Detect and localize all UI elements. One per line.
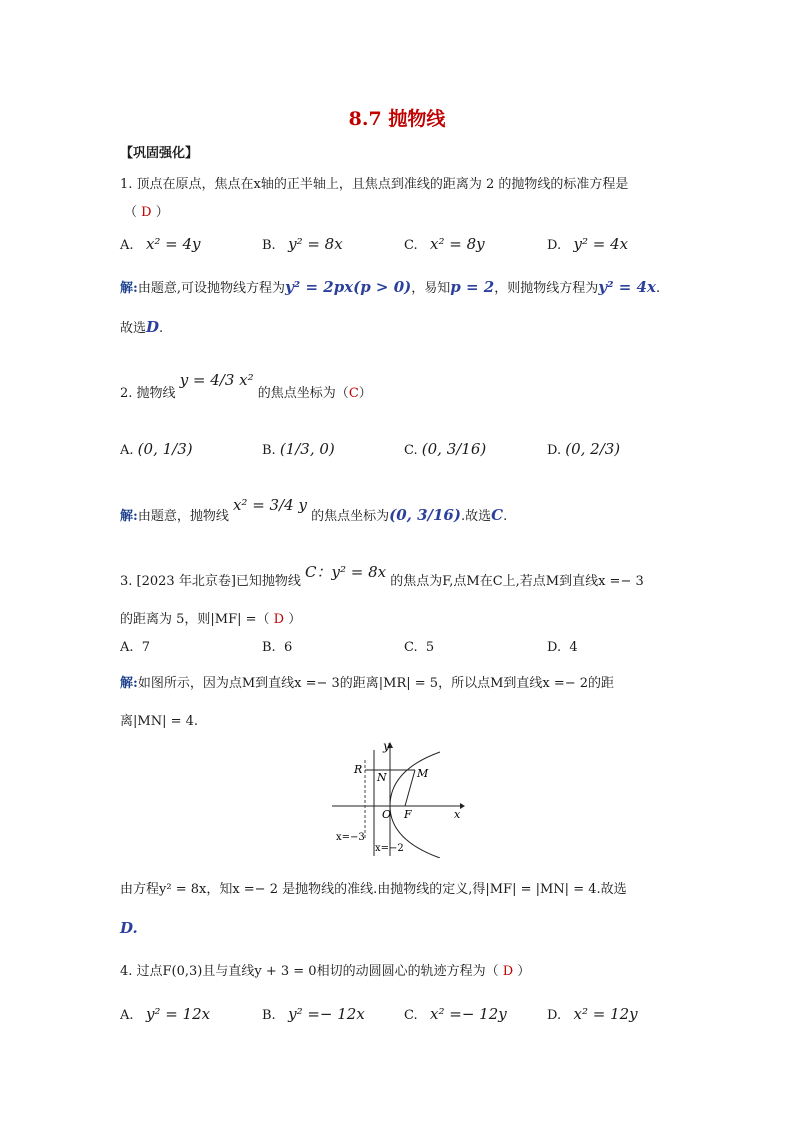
q2-stem: 2. 抛物线 y = 4/3 x² 的焦点坐标为（C） xyxy=(120,371,372,401)
svg-text:F: F xyxy=(404,808,412,821)
q3-stem-line1: 3. [2023 年北京卷]已知抛物线 C：y² = 8x 的焦点为F,点M在C上,若点M到直线x =− 3 xyxy=(120,563,644,589)
q4-option-d: D. x² = 12y xyxy=(547,1005,638,1023)
q4-option-b: B. y² =− 12x xyxy=(262,1005,365,1023)
q2-option-b: B. (1/3, 0) xyxy=(262,440,335,458)
q1-option-a: A. x² = 4y xyxy=(120,235,201,253)
q2-equation: y = 4/3 x² xyxy=(179,371,254,389)
page-title: 8.7 抛物线 xyxy=(348,108,446,130)
q3-option-a: A. 7 xyxy=(120,640,151,655)
q1-stem: 1. 顶点在原点，焦点在x轴的正半轴上，且焦点到准线的距离为 2 的抛物线的标准方程是 xyxy=(120,177,629,192)
q4-stem: 4. 过点F(0,3)且与直线y + 3 = 0相切的动圆圆心的轨迹方程为（ D ） xyxy=(120,964,531,979)
svg-text:O: O xyxy=(382,808,392,821)
q3-solution-line2: 离|MN| = 4. xyxy=(120,714,199,729)
q1-answer-bracket: （ D ） xyxy=(124,205,169,220)
q3-conclusion: D. xyxy=(120,919,138,937)
q2-solution: 解:由题意，抛物线 x² = 3/4 y 的焦点坐标为(0, 3/16).故选C. xyxy=(120,496,508,524)
q3-solution-line3: 由方程y² = 8x，知x =− 2 是抛物线的准线.由抛物线的定义,得|MF| = |MN| = 4.故选 xyxy=(120,882,627,897)
q1-option-d: D. y² = 4x xyxy=(547,235,629,253)
segment-mf xyxy=(405,770,415,806)
q1-answer: D xyxy=(141,205,152,220)
svg-text:N: N xyxy=(377,771,387,784)
q2-option-d: D. (0, 2/3) xyxy=(547,440,621,458)
q1-conclusion: 故选D. xyxy=(120,318,164,336)
q3-stem-line2: 的距离为 5，则|MF| =（ D ） xyxy=(120,612,302,627)
q4-option-a: A. y² = 12x xyxy=(120,1005,211,1023)
q2-option-a: A. (0, 1/3) xyxy=(120,440,193,458)
q3-option-c: C. 5 xyxy=(404,640,435,655)
q1-option-b: B. y² = 8x xyxy=(262,235,343,253)
svg-text:x=−2: x=−2 xyxy=(375,843,404,854)
q2-option-c: C. (0, 3/16) xyxy=(404,440,487,458)
parabola-figure xyxy=(330,740,466,858)
svg-text:R: R xyxy=(354,763,363,776)
q4-option-c: C. x² =− 12y xyxy=(404,1005,507,1023)
svg-text:M: M xyxy=(417,767,429,780)
q3-solution-line1: 解:如图所示，因为点M到直线x =− 3的距离|MR| = 5，所以点M到直线x =− 2的距 xyxy=(120,676,615,691)
svg-text:y: y xyxy=(383,740,390,753)
svg-text:x=−3: x=−3 xyxy=(336,832,365,843)
section-header: 【巩固强化】 xyxy=(120,146,199,161)
q1-solution: 解:由题意,可设抛物线方程为y² = 2px(p > 0)，易知p = 2，则抛物线方程为y² = 4x. xyxy=(120,278,661,296)
q1-option-c: C. x² = 8y xyxy=(404,235,485,253)
q3-option-b: B. 6 xyxy=(262,640,293,655)
svg-text:x: x xyxy=(454,808,461,821)
q3-option-d: D. 4 xyxy=(547,640,578,655)
